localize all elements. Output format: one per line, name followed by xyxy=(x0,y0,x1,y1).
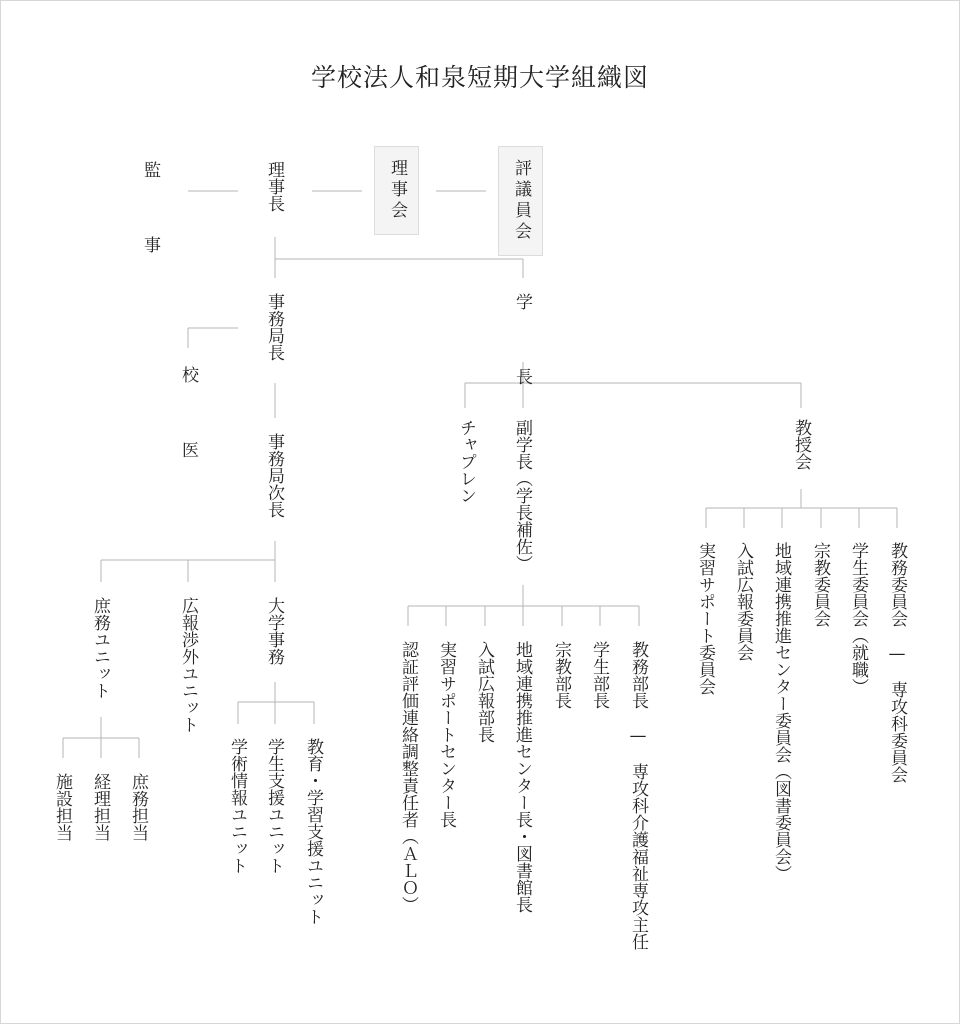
node-jisshu-iin: 実習サポート委員会 xyxy=(695,542,715,695)
node-kyomu-bucho: 教務部長 — 専攻科介護福祉専攻主任 xyxy=(628,641,648,950)
node-nyushi-iin: 入試広報委員会 xyxy=(733,542,753,661)
node-chiiki-iin: 地域連携推進センター委員会（図書委員会） xyxy=(771,542,791,882)
node-koui: 校 医 xyxy=(178,366,198,479)
node-fukugakucho: 副学長（学長補佐） xyxy=(512,419,532,572)
node-rijicho: 理事長 xyxy=(264,161,284,212)
node-gakucho: 学 長 xyxy=(512,293,532,406)
node-kyojukai: 教授会 xyxy=(791,419,811,470)
node-daigaku-jimu: 大学事務 xyxy=(264,597,284,665)
node-shisetsu: 施設担当 xyxy=(52,773,72,841)
node-shomu-tanto: 庶務担当 xyxy=(128,773,148,841)
node-shukyo-iin: 宗教委員会 xyxy=(810,542,830,627)
node-nyushi-bucho: 入試広報部長 xyxy=(474,641,494,743)
node-gakujutsu-unit: 学術情報ユニット xyxy=(227,738,247,874)
node-rijikai: 理事会 xyxy=(374,146,419,235)
node-koho-unit: 広報渉外ユニット xyxy=(178,597,198,733)
node-gakusei-iin: 学生委員会（就職） xyxy=(848,542,868,695)
node-keiri: 経理担当 xyxy=(90,773,110,841)
node-jisshu-center: 実習サポートセンター長 xyxy=(436,641,456,828)
node-gakusei-unit: 学生支援ユニット xyxy=(264,738,284,874)
node-alo: 認証評価連絡調整責任者（ＡＬＯ） xyxy=(398,641,418,913)
node-jimukyokujicho: 事務局次長 xyxy=(264,433,284,518)
node-chiiki-center: 地域連携推進センター長・図書館長 xyxy=(512,641,532,913)
node-kyomu-iin: 教務委員会 — 専攻科委員会 xyxy=(887,542,907,783)
node-gakusei-bucho: 学生部長 xyxy=(589,641,609,709)
node-chaplain: チャプレン xyxy=(456,419,476,504)
node-hyogiinkai: 評議員会 xyxy=(498,146,543,256)
chart-title: 学校法人和泉短期大学組織図 xyxy=(310,63,649,92)
node-jimukyokucho: 事務局長 xyxy=(264,293,284,361)
node-shukyo-bucho: 宗教部長 xyxy=(551,641,571,709)
node-kyoiku-unit: 教育・学習支援ユニット xyxy=(303,738,323,925)
node-kanji: 監 事 xyxy=(140,161,160,274)
node-shomu-unit: 庶務ユニット xyxy=(90,597,110,699)
